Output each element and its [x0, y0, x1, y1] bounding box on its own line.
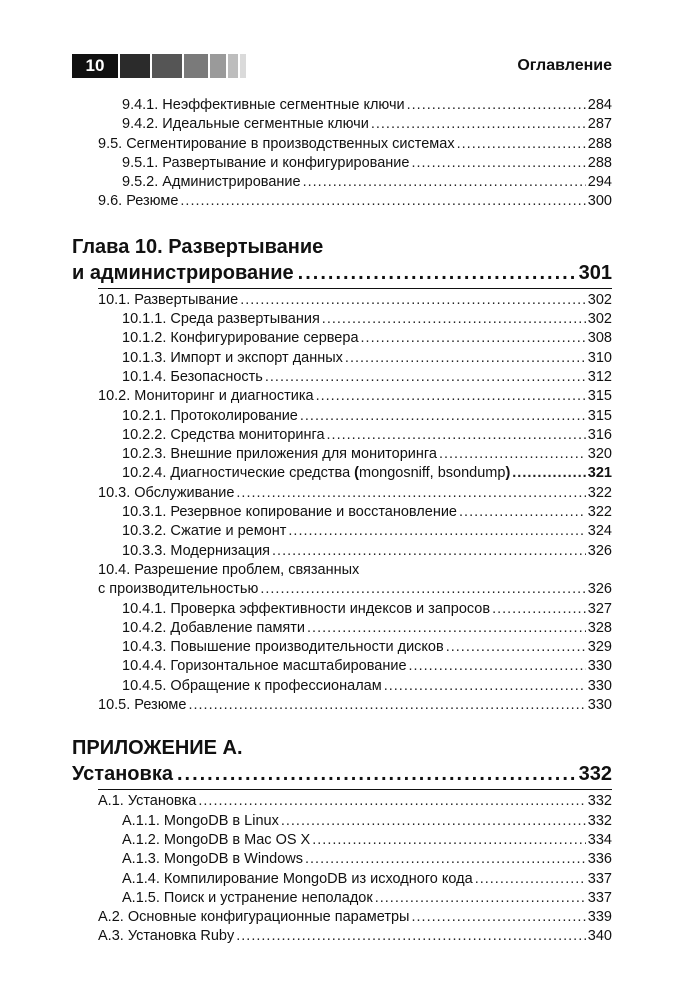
- entry-title: 9.5. Сегментирование в производственных системах: [98, 135, 455, 152]
- toc-entry: [72, 464, 612, 483]
- chapter-heading-line2: [72, 260, 612, 287]
- dot-leader: [512, 464, 586, 483]
- toc-entry: [72, 135, 612, 154]
- entry-page: 332: [587, 793, 612, 810]
- toc-entry: [72, 484, 612, 503]
- toc-entry: [72, 677, 612, 696]
- entry-page: 321: [587, 465, 612, 482]
- running-title: Оглавление: [517, 57, 612, 74]
- heading-rule: [98, 288, 612, 289]
- dot-leader: [236, 927, 586, 946]
- paren-close: ): [505, 465, 511, 482]
- page-number: 10: [72, 54, 118, 78]
- toc-entry: [72, 387, 612, 406]
- dot-leader: [288, 522, 585, 541]
- entry-title: 9.4.1. Неэффективные сегментные ключи: [122, 97, 405, 113]
- dot-leader: [371, 115, 586, 134]
- toc-entry: [72, 580, 612, 599]
- entry-title: А.1.3. MongoDB в Windows: [122, 851, 303, 868]
- toc-entry: [72, 831, 612, 850]
- entry-title: 10.4.5. Обращение к профессионалам: [122, 677, 382, 694]
- entry-title: А.1.1. MongoDB в Linux: [122, 812, 279, 829]
- entry-title: 10.2.3. Внешние приложения для мониторинга: [122, 446, 437, 463]
- entry-page: 337: [587, 870, 612, 887]
- entry-page: 324: [587, 523, 612, 540]
- dot-leader: [240, 291, 586, 310]
- toc-entry: [72, 870, 612, 889]
- entry-title: 10.2.1. Протоколирование: [122, 407, 298, 424]
- dot-leader: [198, 792, 585, 811]
- entry-title: 9.5.1. Развертывание и конфигурирование: [122, 154, 410, 171]
- dot-leader: [180, 192, 585, 211]
- entry-page: 340: [587, 928, 612, 945]
- entry-page: 312: [587, 368, 612, 385]
- dot-leader: [407, 96, 586, 115]
- toc-entry: [72, 600, 612, 619]
- entry-title: 10.4.3. Повышение производительности дисков: [122, 639, 444, 656]
- toc-entry: [72, 445, 612, 464]
- dot-leader: [300, 407, 586, 426]
- page-header: [72, 54, 612, 78]
- entry-page: 288: [587, 154, 612, 171]
- toc-entry: [72, 426, 612, 445]
- appendix-heading-line1: ПРИЛОЖЕНИЕ А.: [72, 737, 243, 760]
- entry-tools: mongosniff, bsondump: [359, 465, 506, 482]
- appendix-heading-line2: [72, 761, 612, 788]
- entry-title: 10.1.3. Импорт и экспорт данных: [122, 349, 343, 366]
- entry-page: 322: [587, 484, 612, 501]
- entry-page: 326: [587, 581, 612, 598]
- toc-chapter10-a: [72, 291, 612, 465]
- chapter-heading-line1: Глава 10. Развертывание: [72, 235, 324, 258]
- dot-leader: [439, 445, 586, 464]
- dot-leader: [322, 310, 586, 329]
- entry-page: 300: [587, 193, 612, 210]
- toc-entry: [72, 192, 612, 211]
- entry-title: 9.5.2. Администрирование: [122, 174, 301, 191]
- paren-open: (: [350, 465, 359, 482]
- entry-page: 336: [587, 851, 612, 868]
- entry-page: 330: [587, 677, 612, 694]
- entry-page: 327: [587, 600, 612, 617]
- entry-title: А.3. Установка Ruby: [98, 928, 235, 945]
- toc-entry: [72, 407, 612, 426]
- entry-title: 10.2. Мониторинг и диагностика: [98, 388, 314, 405]
- toc-entry: [72, 96, 612, 115]
- toc-chapter10-b: [72, 484, 612, 561]
- toc-entry: [72, 542, 612, 561]
- entry-page: 310: [587, 349, 612, 366]
- entry-page: 329: [587, 639, 612, 656]
- entry-title: 10.4.1. Проверка эффективности индексов и запросов: [122, 600, 491, 617]
- entry-title: 10.2.2. Средства мониторинга: [122, 426, 325, 443]
- entry-title: 10.3. Обслуживание: [98, 484, 235, 501]
- dot-leader: [411, 154, 585, 173]
- heading-rule: [98, 789, 612, 790]
- entry-page: 287: [587, 116, 612, 133]
- toc-entry: [72, 310, 612, 329]
- entry-title: А.1.5. Поиск и устранение неполадок: [122, 889, 373, 906]
- dot-leader: [265, 368, 586, 387]
- entry-title: 9.4.2. Идеальные сегментные ключи: [122, 116, 369, 133]
- dot-leader: [459, 503, 586, 522]
- dot-leader: [298, 260, 575, 287]
- toc-entry: [72, 889, 612, 908]
- entry-page: 330: [587, 658, 612, 675]
- toc-section-9: [72, 96, 612, 212]
- entry-title: 10.3.3. Модернизация: [122, 542, 271, 559]
- entry-title: 10.1.4. Безопасность: [122, 368, 263, 385]
- dot-leader: [375, 889, 586, 908]
- dot-leader: [188, 696, 585, 715]
- entry-page: 334: [587, 831, 612, 848]
- dot-leader: [305, 850, 586, 869]
- toc-entry: [72, 927, 612, 946]
- entry-title: с производительностью: [98, 581, 259, 598]
- entry-page: 332: [587, 812, 612, 829]
- dot-leader: [446, 638, 586, 657]
- toc-entry: [72, 657, 612, 676]
- entry-page: 330: [587, 697, 612, 714]
- entry-page: 326: [587, 542, 612, 559]
- toc-entry: [72, 522, 612, 541]
- dot-leader: [177, 761, 575, 788]
- entry-title: 9.6. Резюме: [98, 193, 179, 210]
- toc-entry: [72, 115, 612, 134]
- appendix-page: 332: [578, 763, 612, 786]
- entry-title: 10.3.1. Резервное копирование и восстановление: [122, 504, 458, 521]
- appendix-heading-title: Установка: [72, 763, 173, 786]
- dot-leader: [316, 387, 586, 406]
- entry-page: 320: [587, 446, 612, 463]
- toc-entry: [72, 154, 612, 173]
- entry-page: 315: [587, 407, 612, 424]
- toc-entry: [72, 812, 612, 831]
- toc-entry: [72, 696, 612, 715]
- entry-title: 10.1. Развертывание: [98, 291, 239, 308]
- toc-entry-line1: 10.4. Разрешение проблем, связанных: [98, 561, 360, 578]
- entry-page: 337: [587, 889, 612, 906]
- dot-leader: [492, 600, 586, 619]
- entry-page: 322: [587, 504, 612, 521]
- dot-leader: [260, 580, 585, 599]
- toc-entry: [72, 291, 612, 310]
- table-of-contents: [72, 96, 612, 947]
- dot-leader: [475, 870, 586, 889]
- dot-leader: [312, 831, 586, 850]
- entry-page: 339: [587, 909, 612, 926]
- entry-page: 288: [587, 135, 612, 152]
- entry-title: 10.2.4. Диагностические средства: [122, 465, 351, 482]
- entry-page: 308: [587, 330, 612, 347]
- toc-entry: [72, 638, 612, 657]
- toc-entry: [72, 368, 612, 387]
- entry-page: 294: [587, 174, 612, 191]
- toc-appendix-a: [72, 792, 612, 946]
- dot-leader: [236, 484, 585, 503]
- dot-leader: [281, 812, 586, 831]
- dot-leader: [303, 173, 586, 192]
- dot-leader: [409, 657, 586, 676]
- chapter-page: 301: [578, 261, 612, 284]
- entry-title: 10.4.2. Добавление памяти: [122, 619, 306, 636]
- entry-title: 10.1.2. Конфигурирование сервера: [122, 330, 359, 347]
- toc-entry: [72, 908, 612, 927]
- dot-leader: [457, 135, 586, 154]
- dot-leader: [327, 426, 586, 445]
- toc-entry: [72, 619, 612, 638]
- dot-leader: [384, 677, 586, 696]
- entry-title: А.1.2. MongoDB в Mac OS X: [122, 831, 311, 848]
- entry-title: 10.4.4. Горизонтальное масштабирование: [122, 658, 407, 675]
- entry-title: 10.5. Резюме: [98, 697, 187, 714]
- dot-leader: [345, 349, 586, 368]
- entry-title: А.1. Установка: [98, 793, 197, 810]
- decorative-strip: [120, 54, 250, 78]
- entry-title: 10.1.1. Среда развертывания: [122, 311, 320, 328]
- entry-page: 315: [587, 388, 612, 405]
- entry-title: А.1.4. Компилирование MongoDB из исходного кода: [122, 870, 473, 887]
- toc-entry: [72, 850, 612, 869]
- entry-title: 10.3.2. Сжатие и ремонт: [122, 523, 287, 540]
- entry-page: 328: [587, 619, 612, 636]
- chapter-heading-title: и администрирование: [72, 261, 294, 284]
- dot-leader: [307, 619, 586, 638]
- entry-title: А.2. Основные конфигурационные параметры: [98, 909, 410, 926]
- toc-chapter10-c: [72, 600, 612, 716]
- toc-entry: [72, 173, 612, 192]
- toc-entry: [72, 792, 612, 811]
- toc-entry: [72, 503, 612, 522]
- entry-page: 316: [587, 426, 612, 443]
- entry-page: 302: [587, 311, 612, 328]
- dot-leader: [361, 329, 586, 348]
- toc-entry: [72, 329, 612, 348]
- dot-leader: [411, 908, 585, 927]
- entry-page: 284: [587, 97, 612, 113]
- toc-entry: [72, 349, 612, 368]
- dot-leader: [272, 542, 586, 561]
- entry-page: 302: [587, 291, 612, 308]
